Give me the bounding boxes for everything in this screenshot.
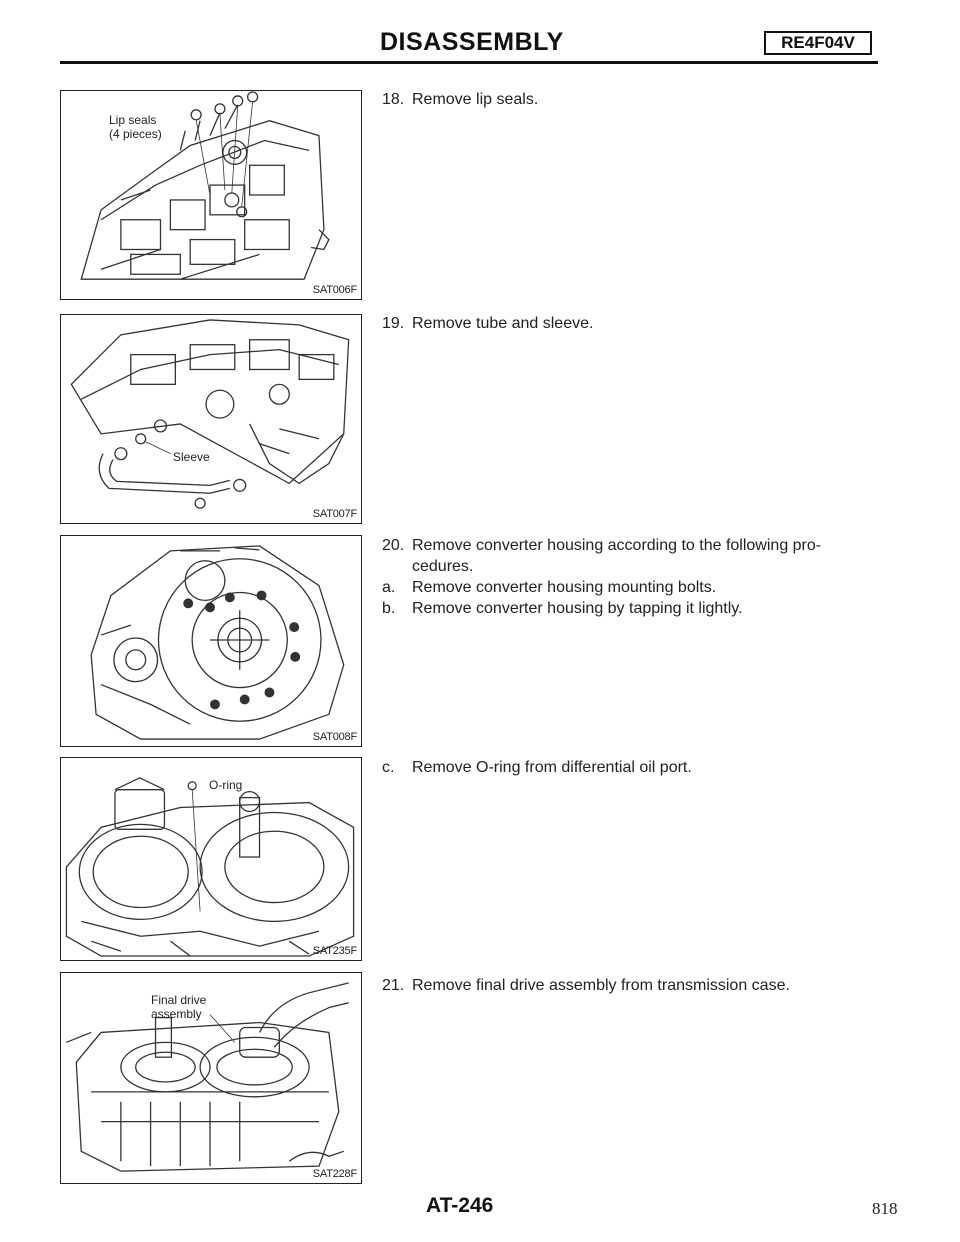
step-text: Remove converter housing according to the following pro- (412, 537, 822, 554)
tube-sleeve-diagram (61, 315, 361, 523)
step-number: 20. (382, 537, 405, 554)
step-20c (382, 757, 692, 778)
step-text: Remove tube and sleeve. (412, 315, 594, 332)
label-oring: O-ring (209, 778, 243, 792)
label-assembly: assembly (151, 1007, 202, 1021)
label-sleeve: Sleeve (173, 450, 210, 464)
step-20 (382, 535, 821, 556)
step-text: Remove lip seals. (412, 91, 539, 108)
step-text: Remove O-ring from differential oil port. (412, 759, 692, 776)
step-text: Remove final drive assembly from transmission case. (412, 977, 790, 994)
step-text: Remove converter housing mounting bolts. (412, 579, 717, 596)
figure-code: SAT008F (312, 731, 357, 743)
header-divider (60, 61, 878, 64)
step-20-continuation (382, 556, 473, 577)
step-number: 19. (382, 315, 405, 332)
page-title: DISASSEMBLY (380, 28, 564, 56)
page-code: AT-246 (426, 1194, 494, 1217)
step-number: 18. (382, 91, 405, 108)
step-21 (382, 975, 790, 996)
figure-code: SAT228F (312, 1168, 357, 1180)
figure-code: SAT006F (312, 284, 357, 296)
step-20b (382, 598, 743, 619)
figure-oring (60, 757, 362, 961)
final-drive-diagram (61, 973, 361, 1183)
label-lip-seals: Lip seals (109, 113, 157, 127)
step-20a (382, 577, 716, 598)
page-number: 818 (872, 1199, 898, 1218)
step-number: a. (382, 579, 396, 596)
step-19 (382, 313, 593, 334)
label-four-pieces: (4 pieces) (109, 127, 162, 141)
figure-tube-sleeve (60, 314, 362, 524)
step-text: cedures. (412, 558, 474, 575)
converter-housing-diagram (61, 536, 361, 746)
label-final-drive: Final drive (151, 993, 207, 1007)
lip-seals-diagram (61, 91, 361, 299)
figure-final-drive (60, 972, 362, 1184)
step-18 (382, 89, 538, 110)
figure-code: SAT235F (312, 945, 357, 957)
step-number: c. (382, 759, 395, 776)
figure-lip-seals (60, 90, 362, 300)
model-badge: RE4F04V (764, 31, 872, 55)
figure-code: SAT007F (312, 508, 357, 520)
figure-converter-housing (60, 535, 362, 747)
step-number: 21. (382, 977, 405, 994)
step-text: Remove converter housing by tapping it lightly. (412, 600, 743, 617)
step-number: b. (382, 600, 396, 617)
